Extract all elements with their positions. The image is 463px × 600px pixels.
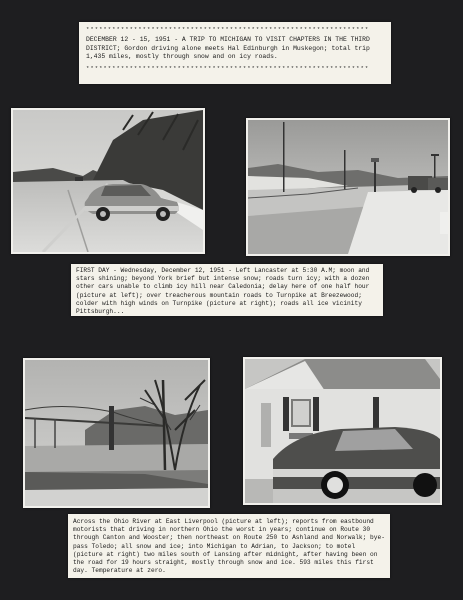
photo-motel-lansing bbox=[243, 357, 442, 505]
star-border-top: ***************************************************************** bbox=[86, 26, 370, 33]
photo-icy-hill-car bbox=[11, 108, 205, 254]
first-day-caption: FIRST DAY - Wednesday, December 12, 1951 - Left Lancaster at 5:30 A.M; moon and stars shining; beyond York brief but intense snow; roads turn icy; with a dozen other cars unable to climb icy hill near Caledonia; delay here of one half hour (picture at left); over treacherous mountain roads to Turnpike at Breezewood; colder with high winds on Turnpike (picture at right); roads all ice vicinity Pittsburgh... bbox=[71, 264, 383, 316]
photo-turnpike-breezewood bbox=[246, 118, 450, 256]
route-details-caption: Across the Ohio River at East Liverpool (picture at left); reports from eastbound motorists that driving in northern Ohio the worst in years; continue on Route 30 through Canton and Wooster; then northeast on Route 250 to Ashland and Norwalk; bye-pass Toledo; all snow and ice; into Michigan to Adrian, to Jackson; to motel (picture at right) two miles south of Lansing after midnight, after having been on the road for 19 hours straight, mostly through snow and ice. 593 miles this first day. Temperature at zero. bbox=[68, 514, 390, 578]
photo-ohio-river-bridge bbox=[23, 358, 210, 508]
star-border-bottom: ***************************************************************** bbox=[86, 64, 370, 72]
trip-title-caption bbox=[79, 22, 391, 84]
trip-title-text: DECEMBER 12 - 15, 1951 - A TRIP TO MICHIGAN TO VISIT CHAPTERS IN THE THIRD DISTRICT; Gordon driving alone meets Hal Edinburgh in Muskegon; total trip 1,435 miles, mostly through snow and on icy roads. bbox=[86, 36, 370, 61]
